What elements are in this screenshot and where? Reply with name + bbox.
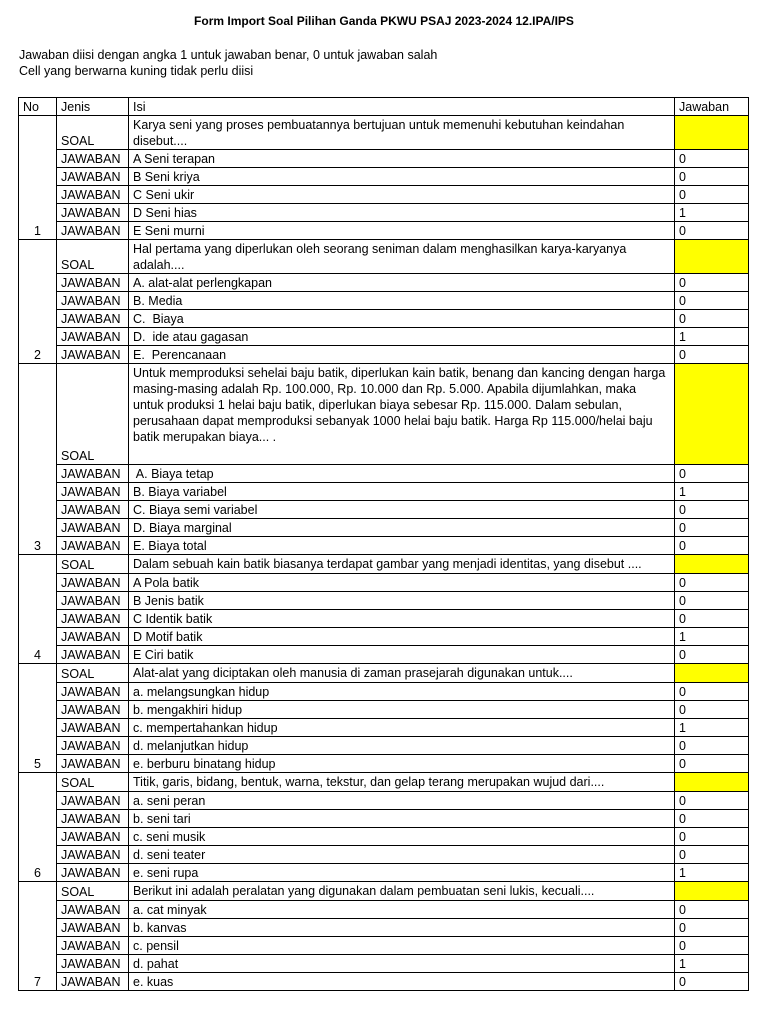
answer-value-cell[interactable]: 0 [675,810,749,828]
answer-option-cell[interactable]: C Identik batik [129,610,675,628]
answer-option-cell[interactable]: a. seni peran [129,792,675,810]
answer-type-cell: JAWABAN [57,537,129,555]
answer-type-cell: JAWABAN [57,937,129,955]
answer-row [19,755,749,773]
answer-value-cell[interactable]: 0 [675,737,749,755]
answer-row [19,683,749,701]
answer-value-cell[interactable]: 0 [675,186,749,204]
header-jenis: Jenis [57,98,129,116]
answer-option-cell[interactable]: C. Biaya semi variabel [129,501,675,519]
answer-type-cell: JAWABAN [57,501,129,519]
answer-value-cell[interactable]: 0 [675,537,749,555]
answer-row [19,346,749,364]
answer-value-cell[interactable]: 0 [675,919,749,937]
answer-value-cell[interactable]: 0 [675,592,749,610]
question-number: 7 [19,882,57,991]
answer-row [19,310,749,328]
question-text-cell[interactable]: Titik, garis, bidang, bentuk, warna, tekstur, dan gelap terang merupakan wujud dari.... [129,773,675,792]
answer-type-cell: JAWABAN [57,719,129,737]
answer-type-cell: JAWABAN [57,592,129,610]
answer-option-cell[interactable]: D Seni hias [129,204,675,222]
answer-row [19,150,749,168]
answer-option-cell[interactable]: B. Media [129,292,675,310]
answer-option-cell[interactable]: d. pahat [129,955,675,973]
answer-value-cell[interactable]: 0 [675,646,749,664]
answer-value-cell[interactable]: 0 [675,755,749,773]
answer-value-cell[interactable]: 0 [675,150,749,168]
answer-row [19,328,749,346]
answer-value-cell[interactable]: 1 [675,204,749,222]
answer-type-cell: JAWABAN [57,646,129,664]
question-number: 4 [19,555,57,664]
answer-row [19,204,749,222]
answer-option-cell[interactable]: D. ide atau gagasan [129,328,675,346]
question-answer-cell-highlighted [675,773,749,792]
question-table [18,97,749,991]
question-type-cell: SOAL [57,240,129,274]
question-text-cell[interactable]: Untuk memproduksi sehelai baju batik, diperlukan kain batik, benang dan kancing dengan harga masing-masing adalah Rp. 100.000, Rp. 10.000 dan Rp. 5.000. Apabila dijumlahkan, maka untuk produksi 1 helai baju batik, diperlukan biaya sebesar Rp. 115.000. Dalam sebulan, perusahaan dapat memproduksi sebanyak 1000 helai baju batik. Harga Rp 115.000/helai baju batik merupakan biaya... . [129,364,675,465]
answer-option-cell[interactable]: D. Biaya marginal [129,519,675,537]
answer-option-cell[interactable]: C. Biaya [129,310,675,328]
answer-option-cell[interactable]: B Jenis batik [129,592,675,610]
answer-value-cell[interactable]: 0 [675,610,749,628]
answer-value-cell[interactable]: 0 [675,222,749,240]
answer-row [19,846,749,864]
answer-option-cell[interactable]: d. melanjutkan hidup [129,737,675,755]
answer-type-cell: JAWABAN [57,683,129,701]
answer-row [19,719,749,737]
question-answer-cell-highlighted [675,116,749,150]
answer-type-cell: JAWABAN [57,292,129,310]
answer-type-cell: JAWABAN [57,919,129,937]
header-row [19,98,749,116]
answer-type-cell: JAWABAN [57,901,129,919]
header-jawaban: Jawaban [675,98,749,116]
answer-option-cell[interactable]: E Seni murni [129,222,675,240]
answer-value-cell[interactable]: 0 [675,465,749,483]
question-type-cell: SOAL [57,882,129,901]
answer-option-cell[interactable]: b. seni tari [129,810,675,828]
answer-value-cell[interactable]: 0 [675,574,749,592]
instructions [19,47,437,79]
question-type-cell: SOAL [57,555,129,574]
answer-type-cell: JAWABAN [57,973,129,991]
answer-value-cell[interactable]: 0 [675,274,749,292]
answer-value-cell[interactable]: 1 [675,328,749,346]
answer-option-cell[interactable]: a. melangsungkan hidup [129,683,675,701]
answer-value-cell[interactable]: 0 [675,346,749,364]
answer-value-cell[interactable]: 0 [675,519,749,537]
answer-type-cell: JAWABAN [57,310,129,328]
question-row [19,664,749,683]
answer-type-cell: JAWABAN [57,168,129,186]
answer-row [19,222,749,240]
question-number: 6 [19,773,57,882]
answer-type-cell: JAWABAN [57,755,129,773]
answer-type-cell: JAWABAN [57,701,129,719]
answer-row [19,274,749,292]
question-text-cell[interactable]: Karya seni yang proses pembuatannya bertujuan untuk memenuhi kebutuhan keindahan disebut.... [129,116,675,150]
answer-row [19,828,749,846]
answer-row [19,937,749,955]
answer-option-cell[interactable]: e. kuas [129,973,675,991]
answer-type-cell: JAWABAN [57,274,129,292]
answer-type-cell: JAWABAN [57,222,129,240]
answer-type-cell: JAWABAN [57,828,129,846]
question-type-cell: SOAL [57,773,129,792]
answer-type-cell: JAWABAN [57,574,129,592]
answer-row [19,501,749,519]
answer-value-cell[interactable]: 0 [675,973,749,991]
answer-row [19,864,749,882]
question-row [19,773,749,792]
answer-option-cell[interactable]: e. seni rupa [129,864,675,882]
answer-option-cell[interactable]: c. mempertahankan hidup [129,719,675,737]
question-row [19,364,749,465]
answer-value-cell[interactable]: 0 [675,828,749,846]
answer-type-cell: JAWABAN [57,846,129,864]
question-text-cell[interactable]: Alat-alat yang diciptakan oleh manusia di zaman prasejarah digunakan untuk.... [129,664,675,683]
answer-option-cell[interactable]: b. kanvas [129,919,675,937]
header-isi: Isi [129,98,675,116]
answer-type-cell: JAWABAN [57,150,129,168]
question-text-cell[interactable]: Hal pertama yang diperlukan oleh seorang seniman dalam menghasilkan karya-karyanya adalah.... [129,240,675,274]
answer-row [19,901,749,919]
answer-row [19,701,749,719]
answer-value-cell[interactable]: 0 [675,901,749,919]
question-row [19,116,749,150]
answer-row [19,292,749,310]
answer-value-cell[interactable]: 0 [675,701,749,719]
answer-option-cell[interactable]: A Seni terapan [129,150,675,168]
answer-value-cell[interactable]: 0 [675,310,749,328]
answer-option-cell[interactable]: e. berburu binatang hidup [129,755,675,773]
answer-row [19,973,749,991]
question-number: 3 [19,364,57,555]
question-answer-cell-highlighted [675,555,749,574]
answer-row [19,168,749,186]
answer-option-cell[interactable]: E. Perencanaan [129,346,675,364]
answer-value-cell[interactable]: 1 [675,483,749,501]
question-answer-cell-highlighted [675,882,749,901]
question-answer-cell-highlighted [675,664,749,683]
answer-type-cell: JAWABAN [57,346,129,364]
answer-type-cell: JAWABAN [57,792,129,810]
answer-row [19,465,749,483]
question-answer-cell-highlighted [675,240,749,274]
question-number: 2 [19,240,57,364]
answer-row [19,628,749,646]
answer-type-cell: JAWABAN [57,737,129,755]
answer-option-cell[interactable]: C Seni ukir [129,186,675,204]
answer-option-cell[interactable]: A. alat-alat perlengkapan [129,274,675,292]
answer-row [19,810,749,828]
answer-value-cell[interactable]: 1 [675,864,749,882]
answer-type-cell: JAWABAN [57,955,129,973]
answer-row [19,919,749,937]
answer-option-cell[interactable]: D Motif batik [129,628,675,646]
answer-value-cell[interactable]: 0 [675,937,749,955]
answer-option-cell[interactable]: a. cat minyak [129,901,675,919]
answer-option-cell[interactable]: E. Biaya total [129,537,675,555]
instruction-line: Cell yang berwarna kuning tidak perlu diisi [19,64,254,78]
question-type-cell: SOAL [57,664,129,683]
question-type-cell: SOAL [57,364,129,465]
answer-value-cell[interactable]: 1 [675,719,749,737]
answer-type-cell: JAWABAN [57,628,129,646]
answer-type-cell: JAWABAN [57,483,129,501]
answer-value-cell[interactable]: 0 [675,683,749,701]
question-body [19,116,749,991]
answer-type-cell: JAWABAN [57,610,129,628]
question-text-cell[interactable]: Dalam sebuah kain batik biasanya terdapat gambar yang menjadi identitas, yang disebut .... [129,555,675,574]
answer-value-cell[interactable]: 0 [675,168,749,186]
answer-row [19,955,749,973]
answer-type-cell: JAWABAN [57,204,129,222]
answer-option-cell[interactable]: d. seni teater [129,846,675,864]
answer-value-cell[interactable]: 0 [675,501,749,519]
answer-value-cell[interactable]: 1 [675,955,749,973]
answer-row [19,186,749,204]
answer-option-cell[interactable]: c. seni musik [129,828,675,846]
question-type-cell: SOAL [57,116,129,150]
question-row [19,240,749,274]
answer-value-cell[interactable]: 0 [675,792,749,810]
answer-type-cell: JAWABAN [57,864,129,882]
question-number: 5 [19,664,57,773]
question-text-cell[interactable]: Berikut ini adalah peralatan yang digunakan dalam pembuatan seni lukis, kecuali.... [129,882,675,901]
answer-row [19,592,749,610]
answer-type-cell: JAWABAN [57,810,129,828]
question-row [19,882,749,901]
answer-row [19,646,749,664]
answer-value-cell[interactable]: 0 [675,846,749,864]
instruction-line: Jawaban diisi dengan angka 1 untuk jawaban benar, 0 untuk jawaban salah [19,48,438,62]
question-row [19,555,749,574]
answer-row [19,610,749,628]
answer-value-cell[interactable]: 1 [675,628,749,646]
answer-option-cell[interactable]: c. pensil [129,937,675,955]
answer-row [19,737,749,755]
page-title: Form Import Soal Pilihan Ganda PKWU PSAJ 2023-2024 12.IPA/IPS [194,14,574,28]
answer-option-cell[interactable]: B Seni kriya [129,168,675,186]
answer-option-cell[interactable]: A Pola batik [129,574,675,592]
answer-option-cell[interactable]: B. Biaya variabel [129,483,675,501]
answer-row [19,519,749,537]
question-number: 1 [19,116,57,240]
answer-option-cell[interactable]: A. Biaya tetap [129,465,675,483]
answer-row [19,537,749,555]
answer-option-cell[interactable]: b. mengakhiri hidup [129,701,675,719]
question-answer-cell-highlighted [675,364,749,465]
answer-row [19,574,749,592]
answer-row [19,483,749,501]
answer-type-cell: JAWABAN [57,328,129,346]
answer-type-cell: JAWABAN [57,519,129,537]
answer-type-cell: JAWABAN [57,186,129,204]
answer-option-cell[interactable]: E Ciri batik [129,646,675,664]
answer-row [19,792,749,810]
answer-type-cell: JAWABAN [57,465,129,483]
answer-value-cell[interactable]: 0 [675,292,749,310]
header-no: No [19,98,57,116]
